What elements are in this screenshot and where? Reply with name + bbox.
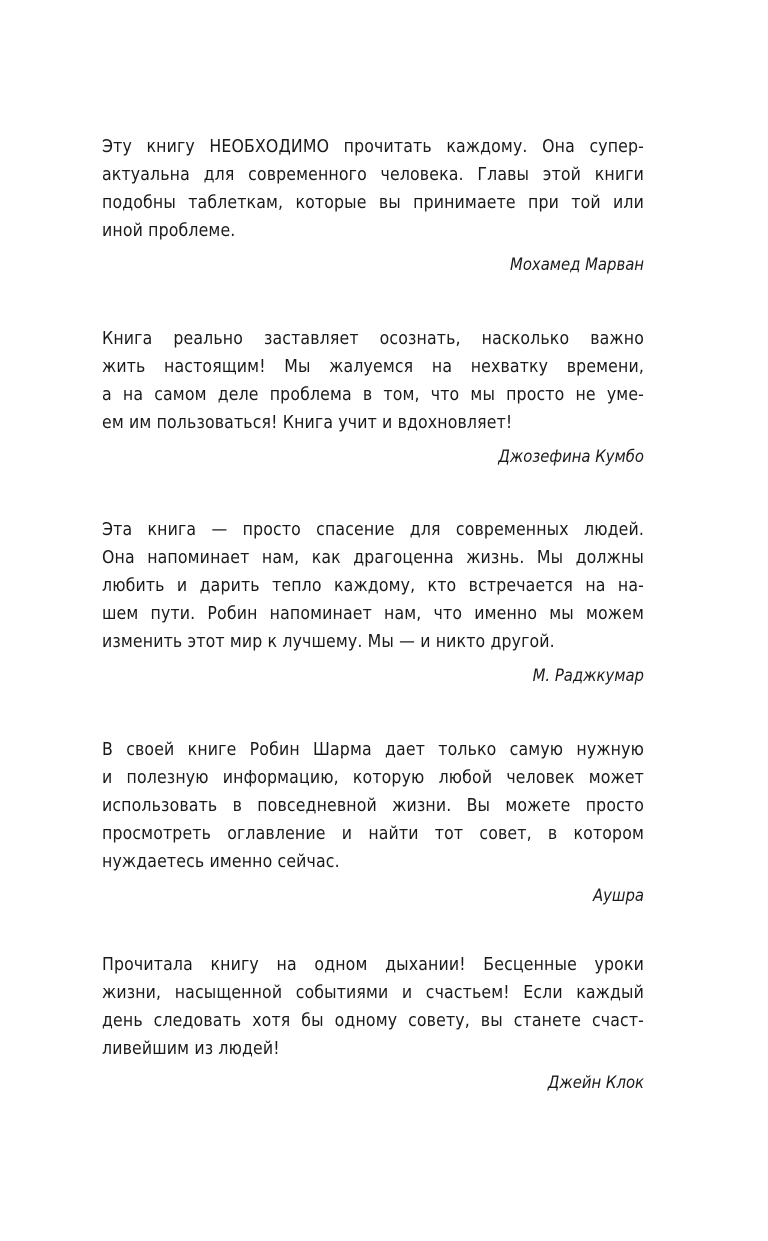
- review-line: подобны таблеткам, которые вы принимаете при той или: [102, 193, 644, 213]
- review-line: Книга реально заставляет осознать, насколько важно: [102, 329, 644, 349]
- review-author: Мохамед Марван: [510, 255, 644, 274]
- review-line: Прочитала книгу на одном дыхании! Бесценные уроки: [102, 955, 644, 975]
- review-4: [102, 736, 644, 910]
- review-line: просмотреть оглавление и найти тот совет, в котором: [102, 824, 644, 844]
- review-3: [102, 516, 644, 690]
- review-line: использовать в повседневной жизни. Вы можете просто: [102, 796, 644, 816]
- review-line: В своей книге Робин Шарма дает только самую нужную: [102, 740, 644, 760]
- review-author: Аушра: [592, 886, 644, 905]
- review-line: любить и дарить тепло каждому, кто встречается на на-: [102, 576, 644, 596]
- review-author: Джейн Клок: [547, 1073, 644, 1092]
- review-line: жизни, насыщенной событиями и счастьем! Если каждый: [102, 983, 644, 1003]
- review-line: жить настоящим! Мы жалуемся на нехватку времени,: [102, 357, 644, 377]
- review-line: актуальна для современного человека. Главы этой книги: [102, 165, 644, 185]
- review-line: ем им пользоваться! Книга учит и вдохновляет!: [102, 413, 513, 433]
- review-line: шем пути. Робин напоминает нам, что именно мы можем: [102, 604, 644, 624]
- review-line: и полезную информацию, которую любой человек может: [102, 768, 644, 788]
- review-line: Эта книга — просто спасение для современных людей.: [102, 520, 644, 540]
- review-1: [102, 133, 644, 279]
- review-line: иной проблеме.: [102, 221, 236, 241]
- review-line: изменить этот мир к лучшему. Мы — и никто другой.: [102, 632, 555, 652]
- review-line: Она напоминает нам, как драгоценна жизнь. Мы должны: [102, 548, 644, 568]
- review-2: [102, 325, 644, 471]
- review-line: Эту книгу НЕОБХОДИМО прочитать каждому. Она супер-: [102, 137, 644, 157]
- review-line: а на самом деле проблема в том, что мы просто не уме-: [102, 385, 644, 405]
- review-5: [102, 951, 644, 1097]
- review-author: Джозефина Кумбо: [498, 447, 644, 466]
- review-author: М. Раджкумар: [532, 666, 644, 685]
- review-line: нуждаетесь именно сейчас.: [102, 852, 340, 872]
- review-line: ливейшим из людей!: [102, 1039, 280, 1059]
- review-line: день следовать хотя бы одному совету, вы станете счаст-: [102, 1011, 644, 1031]
